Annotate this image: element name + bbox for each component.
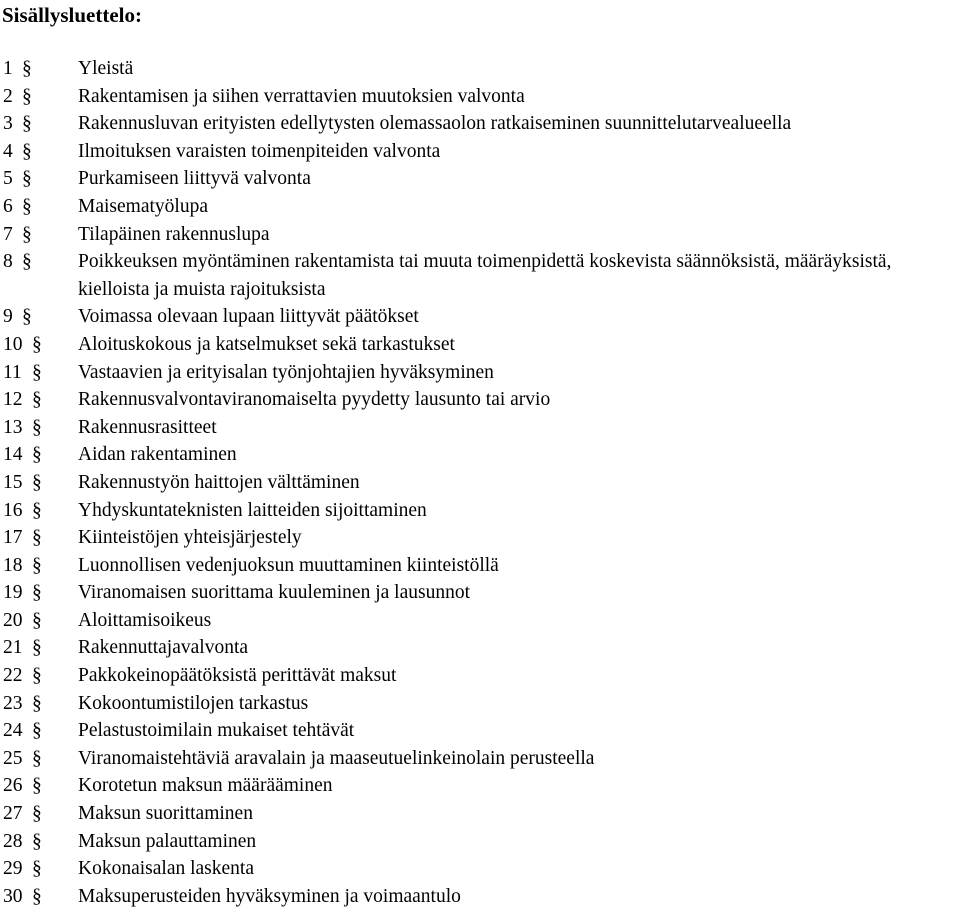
toc-item-title: Maksun suorittaminen: [78, 803, 253, 825]
toc-item: [0, 634, 960, 662]
section-sign: §: [32, 803, 42, 825]
toc-item: [0, 193, 960, 221]
toc-item: [0, 110, 960, 138]
toc-item-number: 23: [3, 692, 23, 714]
toc-item: [0, 441, 960, 469]
section-sign: §: [32, 637, 42, 659]
section-sign: §: [22, 113, 32, 135]
toc-item-number: 8: [3, 251, 13, 273]
section-sign: §: [22, 195, 32, 217]
section-sign: §: [32, 416, 42, 438]
section-sign: §: [22, 140, 32, 162]
toc-item-title: Rakennusrasitteet: [78, 416, 217, 438]
toc-item: [0, 883, 960, 911]
toc-item: [0, 662, 960, 690]
toc-item-title: Kiinteistöjen yhteisjärjestely: [78, 527, 302, 549]
toc-item-number: 2: [3, 85, 13, 107]
toc-item-title: Maisematyölupa: [78, 195, 208, 217]
toc-item: [0, 828, 960, 856]
toc-item-title: Luonnollisen vedenjuoksun muuttaminen kiinteistöllä: [78, 554, 499, 576]
toc-item-title: Tilapäinen rakennuslupa: [78, 223, 270, 245]
toc-item-number: 17: [3, 527, 23, 549]
page-title: Sisällysluettelo:: [2, 3, 142, 27]
section-sign: §: [22, 58, 32, 79]
toc-item: [0, 524, 960, 552]
toc-item-number: 3: [3, 113, 13, 135]
section-sign: §: [32, 361, 42, 383]
toc-item-number: 16: [3, 499, 23, 521]
toc-item: [0, 855, 960, 883]
toc-item-title: Korotetun maksun määrääminen: [78, 775, 333, 797]
toc-item: [0, 386, 960, 414]
section-sign: §: [32, 389, 42, 411]
toc-item-number: 12: [3, 389, 23, 411]
section-sign: §: [22, 223, 32, 245]
toc-item: [0, 359, 960, 387]
section-sign: §: [32, 499, 42, 521]
toc-item-number: 24: [3, 720, 23, 742]
section-sign: §: [32, 858, 42, 880]
section-sign: §: [22, 85, 32, 107]
toc-item-number: 14: [3, 444, 23, 466]
toc-item-number: 9: [3, 306, 13, 328]
toc-item: [0, 772, 960, 800]
toc-item-title: Viranomaistehtäviä aravalain ja maaseutuelinkeinolain perusteella: [78, 747, 595, 769]
toc-item: [0, 83, 960, 111]
section-sign: §: [32, 444, 42, 466]
section-sign: §: [32, 471, 42, 493]
toc-item-title: Kokonaisalan laskenta: [78, 858, 254, 880]
toc-item: [0, 690, 960, 718]
toc-item-number: 1: [3, 58, 13, 79]
toc-item-number: 4: [3, 140, 13, 162]
toc-item-number: 22: [3, 665, 23, 687]
toc-item: [0, 552, 960, 580]
toc-item-number: 5: [3, 168, 13, 190]
toc-item: [0, 579, 960, 607]
toc-item-title: Rakennusvalvontaviranomaiselta pyydetty lausunto tai arvio: [78, 389, 551, 411]
toc-item-title: Maksun palauttaminen: [78, 830, 257, 852]
section-sign: §: [32, 747, 42, 769]
toc-item-number: 7: [3, 223, 13, 245]
toc-item: [0, 138, 960, 166]
toc-item-title: Ilmoituksen varaisten toimenpiteiden valvonta: [78, 140, 441, 162]
toc-item-number: 29: [3, 858, 23, 880]
toc-item-number: 15: [3, 471, 23, 493]
toc-item-title: Rakennuttajavalvonta: [78, 637, 249, 659]
section-sign: §: [22, 168, 32, 190]
section-sign: §: [32, 527, 42, 549]
toc-item-number: 13: [3, 416, 23, 438]
section-sign: §: [22, 306, 32, 328]
section-sign: §: [32, 609, 42, 631]
toc-item: [0, 303, 960, 331]
toc-item-title: Aloituskokous ja katselmukset sekä tarkastukset: [78, 333, 455, 355]
toc-item-number: 10: [3, 333, 23, 355]
toc-item-number: 18: [3, 554, 23, 576]
section-sign: §: [32, 830, 42, 852]
toc-item-title: Rakentamisen ja siihen verrattavien muutoksien valvonta: [78, 85, 525, 107]
toc-item-title: Yleistä: [78, 58, 134, 79]
toc-item-title: Pakkokeinopäätöksistä perittävät maksut: [78, 665, 397, 687]
toc-item-title: Voimassa olevaan lupaan liittyvät päätökset: [78, 306, 419, 328]
toc-item-title: Rakennusluvan erityisten edellytysten olemassaolon ratkaiseminen suunnittelutarvealueella: [78, 113, 792, 135]
toc-item: [0, 331, 960, 359]
toc-item-number: 11: [3, 361, 22, 383]
toc-item: [0, 414, 960, 442]
toc-item-title: Viranomaisen suorittama kuuleminen ja lausunnot: [78, 582, 470, 604]
toc-item-number: 20: [3, 609, 23, 631]
toc-item-number: 26: [3, 775, 23, 797]
section-sign: §: [22, 251, 32, 273]
toc-item: [0, 745, 960, 773]
toc-item-number: 25: [3, 747, 23, 769]
toc-item-number: 6: [3, 195, 13, 217]
toc-item-number: 27: [3, 803, 23, 825]
toc-item: [0, 469, 960, 497]
toc-item: [0, 607, 960, 635]
toc-item-title: Kokoontumistilojen tarkastus: [78, 692, 309, 714]
section-sign: §: [32, 885, 42, 907]
toc-item-title: Vastaavien ja erityisalan työnjohtajien hyväksyminen: [78, 361, 494, 383]
toc-item: [0, 497, 960, 525]
section-sign: §: [32, 775, 42, 797]
section-sign: §: [32, 665, 42, 687]
toc-item-title: Pelastustoimilain mukaiset tehtävät: [78, 720, 355, 742]
toc-item-number: 21: [3, 637, 23, 659]
toc-item-title: Yhdyskuntateknisten laitteiden sijoittaminen: [78, 499, 427, 521]
toc-item-title: Maksuperusteiden hyväksyminen ja voimaantulo: [78, 885, 461, 907]
toc-item: [0, 221, 960, 249]
toc-item-number: 28: [3, 830, 23, 852]
toc-list: [0, 55, 960, 910]
toc-item-title: Aloittamisoikeus: [78, 609, 212, 631]
toc-item: [0, 717, 960, 745]
section-sign: §: [32, 582, 42, 604]
toc-item: [0, 55, 960, 83]
toc-item-number: 19: [3, 582, 23, 604]
section-sign: §: [32, 692, 42, 714]
toc-item-title: Poikkeuksen myöntäminen rakentamista tai muuta toimenpidettä koskevista säännöksistä, määräyksistä, kielloista ja muista rajoituksista: [78, 251, 892, 300]
section-sign: §: [32, 333, 42, 355]
toc-item: [0, 800, 960, 828]
toc-item-number: 30: [3, 885, 23, 907]
toc-item-title: Rakennustyön haittojen välttäminen: [78, 471, 360, 493]
toc-item-title: Aidan rakentaminen: [78, 444, 237, 466]
section-sign: §: [32, 554, 42, 576]
toc-item: [0, 165, 960, 193]
toc-item: [0, 248, 960, 303]
toc-item-title: Purkamiseen liittyvä valvonta: [78, 168, 311, 190]
section-sign: §: [32, 720, 42, 742]
